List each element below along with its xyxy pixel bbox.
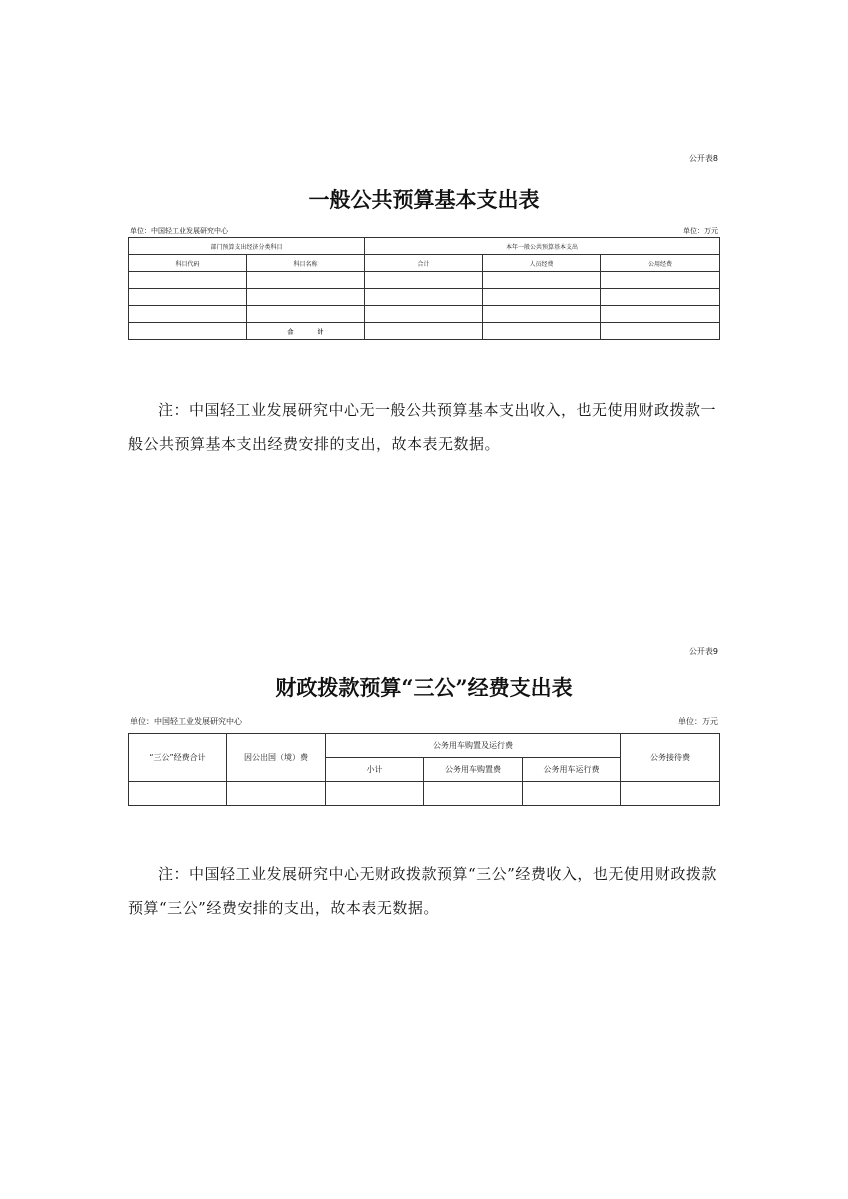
basic-expenditure-table <box>128 237 720 340</box>
header-group-left: 部门预算支出经济分类科目 <box>129 238 365 255</box>
total-label: 合 计 <box>247 323 365 340</box>
col-header-name: 科目名称 <box>247 255 365 272</box>
table-row <box>129 782 720 806</box>
col-header-abroad: 因公出国（境）费 <box>227 734 326 782</box>
col-header-operation: 公务用车运行费 <box>523 758 621 782</box>
col-header-total: “三公”经费合计 <box>129 734 227 782</box>
table-tag-9: 公开表9 <box>688 647 718 656</box>
col-header-reception: 公务接待费 <box>621 734 720 782</box>
table-tag-8: 公开表8 <box>688 154 718 163</box>
page-title-1: 一般公共预算基本支出表 <box>308 187 540 212</box>
note-1: 注：中国轻工业发展研究中心无一般公共预算基本支出收入，也无使用财政拨款一般公共预算基本支出经费安排的支出，故本表无数据。 <box>128 401 717 453</box>
page-title-2: 财政拨款预算“三公”经费支出表 <box>275 675 573 700</box>
table-row <box>129 306 720 323</box>
col-header-public: 公用经费 <box>601 255 720 272</box>
table-row <box>129 272 720 289</box>
col-header-purchase: 公务用车购置费 <box>424 758 523 782</box>
col-header-code: 科目代码 <box>129 255 247 272</box>
header-group-right: 本年一般公共预算基本支出 <box>365 238 720 255</box>
col-header-vehicle-group: 公务用车购置及运行费 <box>326 734 621 758</box>
col-header-subtotal: 小计 <box>326 758 424 782</box>
unit-currency-2: 单位：万元 <box>678 717 718 726</box>
col-header-personnel: 人员经费 <box>483 255 601 272</box>
unit-org-2: 单位：中国轻工业发展研究中心 <box>130 717 242 726</box>
unit-currency-1: 单位：万元 <box>683 227 718 235</box>
total-row <box>129 323 720 340</box>
col-header-total: 合计 <box>365 255 483 272</box>
note-2: 注：中国轻工业发展研究中心无财政拨款预算“三公”经费收入，也无使用财政拨款预算“三公”经费安排的支出，故本表无数据。 <box>128 865 717 917</box>
table-row <box>129 289 720 306</box>
three-public-expenses-table <box>128 733 720 806</box>
unit-org-1: 单位：中国轻工业发展研究中心 <box>130 227 228 235</box>
